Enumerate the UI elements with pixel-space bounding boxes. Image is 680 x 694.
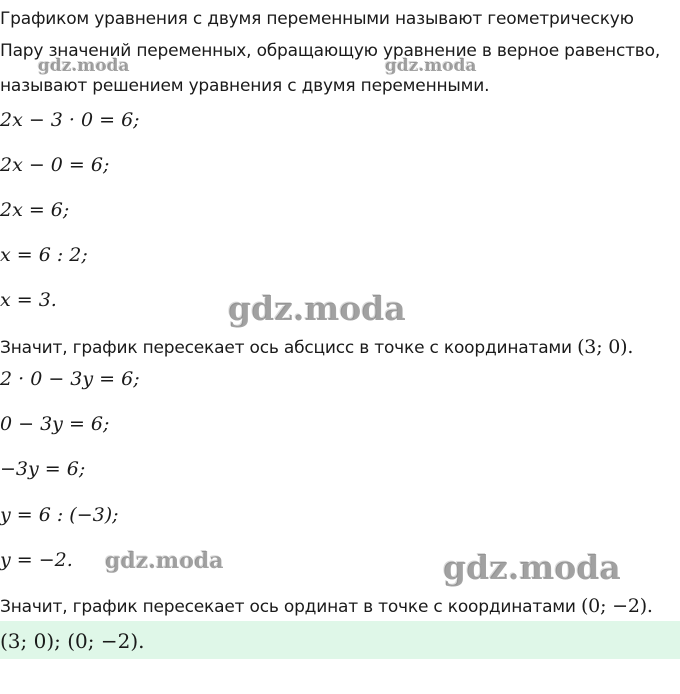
equation-line: 2x − 3 · 0 = 6; (0, 109, 140, 131)
conclusion-y-point: (0; −2). (580, 595, 653, 617)
equation-line: x = 3. (0, 289, 57, 311)
watermark: gdz.moda (443, 548, 621, 587)
equation-line: y = 6 : (−3); (0, 504, 119, 526)
watermark: gdz.moda (38, 56, 130, 76)
conclusion-x-axis (0, 338, 633, 357)
equation-line: 2x = 6; (0, 199, 70, 221)
watermark: gdz.moda (228, 289, 406, 328)
conclusion-y-axis (0, 597, 653, 616)
equation-line: 2x − 0 = 6; (0, 154, 110, 176)
watermark: gdz.moda (385, 56, 477, 76)
equation-line: −3y = 6; (0, 458, 86, 480)
conclusion-x-text: Значит, график пересекает ось абсцисс в точке с координатами (0, 338, 578, 358)
equation-line: y = −2. (0, 549, 73, 571)
definition-line-3: называют решением уравнения с двумя переменными. (0, 76, 490, 96)
equation-line: x = 6 : 2; (0, 244, 88, 266)
conclusion-x-point: (3; 0). (577, 336, 634, 358)
definition-line-1: Графиком уравнения с двумя переменными называют геометрическую (0, 9, 634, 29)
watermark: gdz.moda (105, 548, 224, 574)
equation-line: 2 · 0 − 3y = 6; (0, 368, 140, 390)
conclusion-y-text: Значит, график пересекает ось ординат в точке с координатами (0, 597, 581, 617)
definition-line-2: Пару значений переменных, обращающую уравнение в верное равенство, (0, 41, 661, 61)
final-answer: (3; 0); (0; −2). (0, 629, 145, 653)
equation-line: 0 − 3y = 6; (0, 413, 110, 435)
